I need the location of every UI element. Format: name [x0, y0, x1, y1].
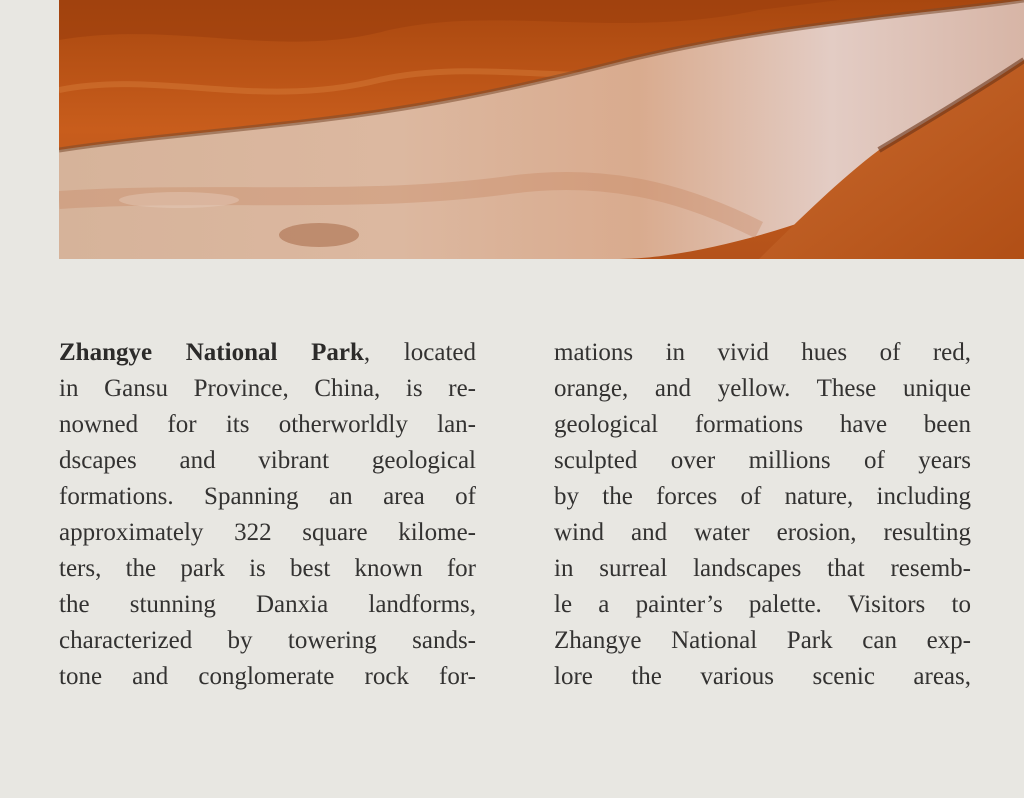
right-line-2: orange, and yellow. These unique — [554, 375, 971, 402]
left-line-1 — [59, 335, 476, 371]
left-line-3: nowned for its otherworldly lan- — [59, 411, 476, 438]
left-line-4: dscapes and vibrant geological — [59, 447, 476, 474]
left-line-5: formations. Spanning an area of — [59, 483, 476, 510]
right-line-7: in surreal landscapes that resemb- — [554, 555, 971, 582]
right-line-8: le a painter’s palette. Visitors to — [554, 591, 971, 618]
right-line-10: lore the various scenic areas, — [554, 663, 971, 690]
article-column-left — [59, 335, 476, 695]
right-line-9: Zhangye National Park can exp- — [554, 627, 971, 654]
right-line-4: sculpted over millions of years — [554, 447, 971, 474]
left-line-10: tone and conglomerate rock for- — [59, 663, 476, 690]
left-line-9: characterized by towering sands- — [59, 627, 476, 654]
left-line-1-rest: , located — [363, 339, 476, 366]
left-line-6: approximately 322 square kilome- — [59, 519, 476, 546]
rock-strata-photo — [59, 0, 1024, 259]
header-photo — [59, 0, 1024, 259]
left-line-8: the stunning Danxia landforms, — [59, 591, 476, 618]
article-column-right — [554, 335, 971, 695]
right-line-3: geological formations have been — [554, 411, 971, 438]
right-line-1: mations in vivid hues of red, — [554, 339, 971, 366]
park-name-bold: Zhangye National Park — [59, 339, 364, 366]
left-line-7: ters, the park is best known for — [59, 555, 476, 582]
right-line-5: by the forces of nature, including — [554, 483, 971, 510]
left-line-2: in Gansu Province, China, is re- — [59, 375, 476, 402]
right-line-6: wind and water erosion, resulting — [554, 519, 971, 546]
